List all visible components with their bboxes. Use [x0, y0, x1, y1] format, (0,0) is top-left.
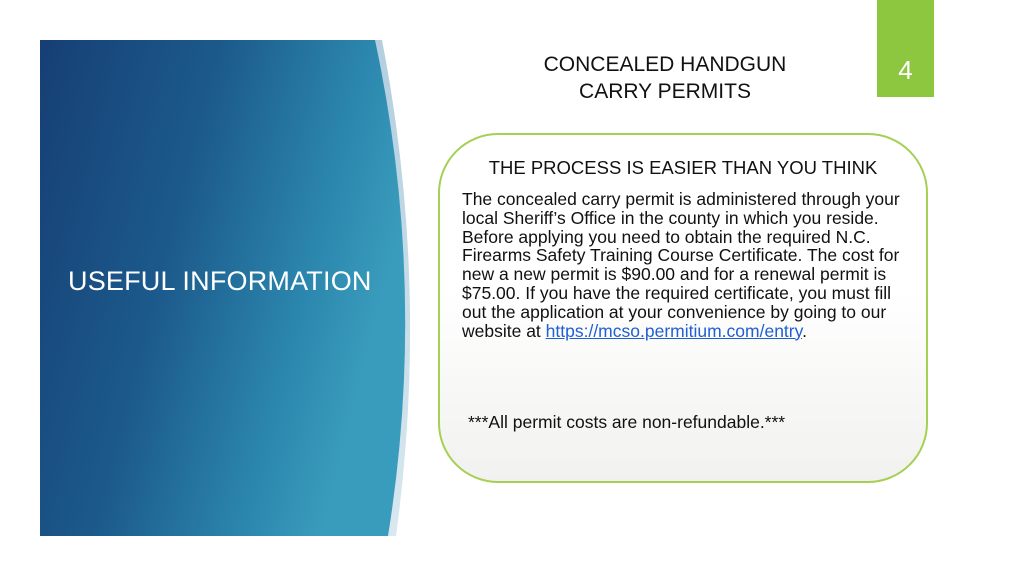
section-title: USEFUL INFORMATION [68, 266, 372, 296]
slide-title-line1: CONCEALED HANDGUN [543, 53, 787, 76]
page-number-badge: 4 [877, 0, 934, 97]
info-box [438, 133, 928, 483]
slide-title [500, 51, 830, 105]
permit-website-link[interactable]: https://mcso.permitium.com/entry [545, 320, 803, 341]
body-end: . [802, 320, 807, 341]
info-box-body [462, 190, 912, 340]
body-text: The concealed carry permit is administered through your local Sheriff’s Office in the county in which you reside. Before applying you need to obtain the required N.C. Firearms Safety Training Course Certificate. The cost for new a new permit is $90.00 and for a renewal permit is $75.00. If you have the required certificate, you must fill out the application at your convenience by going to our website at [462, 189, 900, 341]
non-refundable-note: ***All permit costs are non-refundable.*** [468, 412, 786, 432]
slide-title-line2: CARRY PERMITS [579, 80, 751, 103]
info-box-heading: THE PROCESS IS EASIER THAN YOU THINK [488, 157, 878, 178]
